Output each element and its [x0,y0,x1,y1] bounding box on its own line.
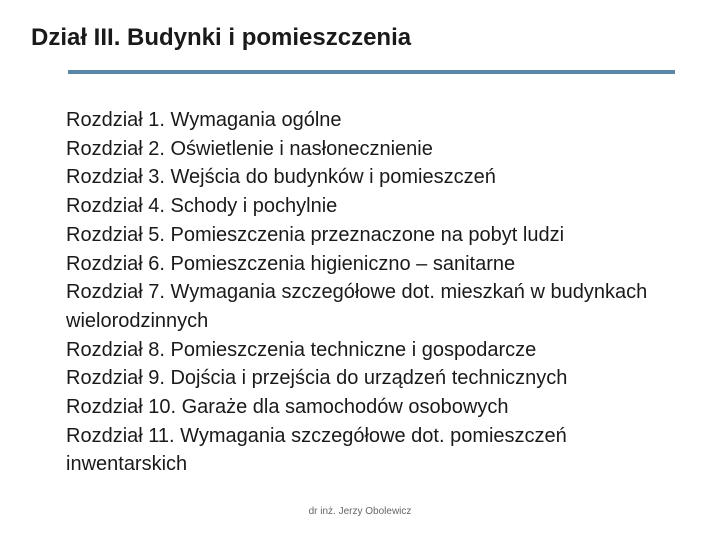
chapter-item-4: Rozdział 4. Schody i pochylnie [66,195,338,218]
chapter-list [66,106,686,479]
chapter-item-5: Rozdział 5. Pomieszczenia przeznaczone na pobyt ludzi [66,223,565,246]
chapter-item-7: Rozdział 7. Wymagania szczegółowe dot. mieszkań w budynkach wielorodzinnych [66,281,648,332]
chapter-item-9: Rozdział 9. Dojścia i przejścia do urządzeń technicznych [66,367,568,390]
chapter-item-8: Rozdział 8. Pomieszczenia techniczne i gospodarcze [66,338,537,361]
chapter-item-6: Rozdział 6. Pomieszczenia higieniczno – sanitarne [66,252,516,275]
title-divider [68,70,675,74]
chapter-item-3: Rozdział 3. Wejścia do budynków i pomieszczeń [66,166,496,189]
chapter-item-11: Rozdział 11. Wymagania szczegółowe dot. pomieszczeń inwentarskich [66,424,567,476]
footer-author: dr inż. Jerzy Obolewicz [308,506,412,517]
chapter-item-2: Rozdział 2. Oświetlenie i nasłonecznienie [66,137,433,160]
slide-title: Dział III. Budynki i pomieszczenia [31,24,412,51]
chapter-item-10: Rozdział 10. Garaże dla samochodów osobowych [66,396,509,419]
chapter-item-1: Rozdział 1. Wymagania ogólne [66,109,342,131]
